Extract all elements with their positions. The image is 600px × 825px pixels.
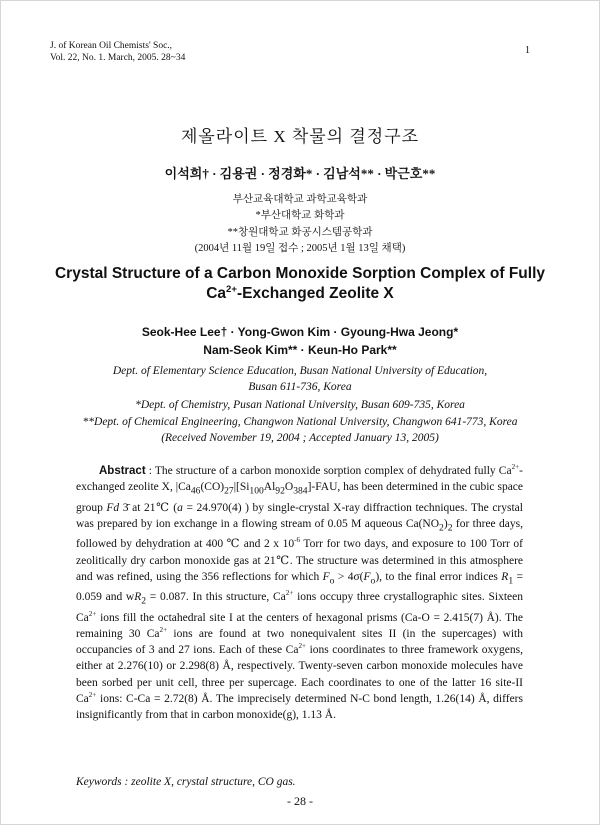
korean-title: 제올라이트 X 착물의 결정구조 (180, 127, 420, 146)
english-title-line-2: $Ca^{2+}$-Exchanged Zeolite X (206, 283, 394, 302)
corner-page-number: 1 (525, 45, 530, 56)
abstract-label: Abstract (99, 465, 146, 477)
english-affiliation-3: **Dept. of Chemical Engineering, Changwon National University, Changwon 641-773, Korea (Received November 19, 2004 ; Accepted January 13, 2005) (0, 414, 600, 446)
page-number: - 28 - (287, 794, 313, 808)
english-title-line-1: Crystal Structure of a Carbon Monoxide Sorption Complex of Fully (54, 265, 545, 282)
korean-affiliation-2: *부산대학교 화학과 (255, 210, 345, 221)
korean-authors: 이석희† · 김용권 · 정경화* · 김남석** · 박근호** (164, 166, 436, 181)
korean-affiliation-3: **창원대학교 화공시스템공학과 (227, 227, 373, 238)
journal-line-2: Vol. 22, No. 1. March, 2005. 28~34 (50, 53, 186, 63)
journal-reference (50, 40, 185, 64)
keywords-line: Keywords : zeolite X, crystal structure, CO gas. (76, 776, 296, 788)
english-title (0, 264, 600, 304)
english-affiliation-2: *Dept. of Chemistry, Pusan National University, Busan 609-735, Korea (135, 399, 465, 411)
abstract-paragraph: Abstract : The structure of a carbon monoxide sorption complex of dehydrated fully $Ca^{2+}$-exchanged zeolite X, $|Ca_{46}(CO)_{27}|[Si_{100}Al_{92}O_{384}]$-FAU, has been determined in the cubic space group Fd 3̄ at 21℃ (a = 24.970(4) ) by single-crystal X-ray diffraction techniques. The crystal was prepared by ion exchange in a flowing stream of 0.05 M aqueous $Ca(NO_2)_2$ for three days, followed by dehydration at 400 ℃ and 2 x $10^{-6}$ Torr for two days, and exposure to 100 Torr of zeolitically dry carbon monoxide gas at 21℃. The structure was determined in this atmosphere and was refined, using the 356 reflections for which $F_o > 4\sigma(F_o)$, to the final error indices $R_1 = 0.059$ and $wR_2 = 0.087$. In this structure, $Ca^{2+}$ ions occupy three crystallographic sites. Sixteen $Ca^{2+}$ ions fill the octahedral site I at the centers of hexagonal prisms (Ca-O = 2.415(7) Å). The remaining 30 $Ca^{2+}$ ions are found at two nonequivalent sites II (in the supercages) with occupancies of 3 and 27 ions. Each of these $Ca^{2+}$ ions coordinates to three framework oxygens, either at 2.276(10) or 2.298(8) Å, respectively. Twenty-seven carbon monoxide molecules have been sorbed per unit cell, three per supercage. Each coordinates to one of the latter 16 site-II $Ca^{2+}$ ions: C-Ca = 2.72(8) Å. The imprecisely determined N-C bond length, 1.26(14) Å, differs insignificantly from that in carbon monoxide(g), 1.13 Å. (76, 463, 524, 722)
english-affiliation-1: Dept. of Elementary Science Education, Busan National University of Education, Busan 611-736, Korea (112, 365, 488, 393)
english-authors-line-2: Nam-Seok Kim** · Keun-Ho Park** (203, 343, 397, 357)
journal-line-1: J. of Korean Oil Chemists' Soc., (50, 41, 173, 51)
english-authors-line-1: Seok-Hee Lee† · Yong-Gwon Kim · Gyoung-Hwa Jeong* (141, 325, 459, 339)
english-received-dates: (Received November 19, 2004 ; Accepted January 13, 2005) (161, 432, 439, 444)
korean-received-dates: (2004년 11월 19일 접수 ; 2005년 1월 13일 채택) (194, 243, 406, 254)
korean-affiliation-1: 부산교육대학교 과학교육학과 (232, 194, 368, 205)
english-authors (0, 323, 600, 359)
